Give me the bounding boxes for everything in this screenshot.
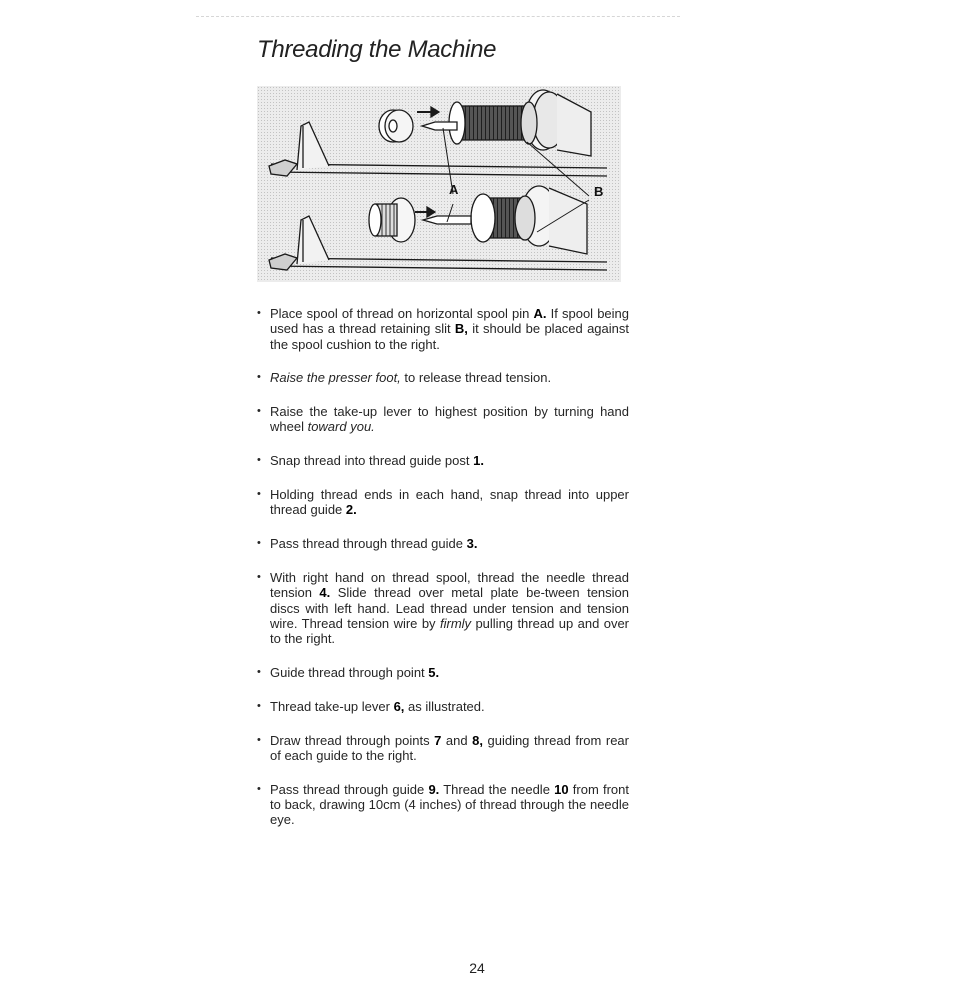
page-title: Threading the Machine	[257, 36, 497, 63]
step-reference: A.	[533, 306, 547, 321]
step-reference: 10	[554, 781, 569, 797]
instruction-text: guiding thread from rear of each guide to the right.	[270, 732, 629, 763]
emphasis-text: Raise the presser foot,	[270, 370, 401, 386]
bullet-icon: •	[257, 405, 261, 418]
instruction-text: to release thread tension.	[400, 370, 552, 386]
instruction-text: Pass thread through thread guide	[270, 536, 467, 552]
step-reference: 5.	[428, 664, 440, 680]
step-reference: 3.	[466, 536, 478, 552]
instruction-text: pulling thread up and over to the right.	[270, 615, 629, 647]
instruction-text: Slide thread over metal plate be-tween tension discs with left hand. Lead thread under tension and tension wire. Thread tension wire by	[270, 585, 629, 631]
emphasis-text: firmly	[439, 615, 472, 631]
instruction-text: Guide thread through point	[270, 664, 429, 680]
instruction-item	[257, 782, 629, 828]
bullet-icon: •	[257, 733, 261, 746]
bullet-icon: •	[257, 570, 261, 583]
step-reference: 1.	[473, 453, 484, 469]
page-number: 24	[469, 960, 485, 976]
instruction-text: Thread the needle	[439, 781, 555, 797]
bullet-icon: •	[257, 371, 261, 384]
figure-label-b: B	[594, 184, 604, 199]
top-rule	[196, 16, 680, 17]
figure-label-a: A	[449, 182, 459, 197]
step-reference: B,	[454, 321, 468, 337]
instruction-text: Holding thread ends in each hand, snap thread into upper thread guide	[270, 487, 629, 518]
instruction-item	[257, 699, 629, 714]
instruction-item	[257, 570, 629, 646]
instruction-item	[257, 453, 629, 468]
instruction-item	[257, 370, 629, 385]
instruction-text: and	[441, 732, 473, 748]
instruction-text: If spool being used has a thread retaining slit	[270, 306, 630, 337]
instruction-text: from front to back, drawing 10cm (4 inches) of thread through the needle eye.	[270, 781, 629, 828]
bullet-icon: •	[257, 488, 261, 501]
instruction-text: Draw thread through points	[270, 732, 435, 748]
bullet-icon: •	[257, 307, 261, 319]
instruction-text: Place spool of thread on horizontal spool pin	[270, 306, 534, 321]
step-reference: 7	[434, 732, 442, 748]
instruction-text: Pass thread through guide	[270, 781, 429, 797]
step-reference: 9.	[428, 781, 440, 797]
bullet-icon: •	[257, 537, 261, 550]
bullet-icon: •	[257, 454, 261, 467]
spool-illustration-svg	[257, 86, 621, 282]
step-reference: 2.	[345, 502, 357, 518]
bullet-icon: •	[257, 699, 261, 712]
instruction-item	[257, 306, 629, 352]
step-reference: 4.	[319, 585, 331, 601]
instruction-text: it should be placed against the spool cushion to the right.	[270, 321, 629, 352]
instruction-text: Raise the take-up lever to highest position by turning hand wheel	[270, 404, 629, 435]
instruction-item	[257, 404, 629, 435]
step-reference: 8,	[472, 732, 483, 748]
bullet-icon: •	[257, 665, 261, 678]
instruction-text: With right hand on thread spool, thread the needle thread tension	[270, 569, 629, 601]
instruction-text: Snap thread into thread guide post	[270, 453, 474, 469]
instruction-text: Thread take-up lever	[270, 698, 394, 714]
instruction-text: as illustrated.	[404, 698, 485, 714]
instruction-list	[257, 306, 629, 846]
bullet-icon: •	[257, 782, 261, 795]
instruction-item	[257, 665, 629, 680]
step-reference: 6,	[393, 698, 405, 714]
instruction-item	[257, 487, 629, 518]
instruction-item	[257, 733, 629, 764]
spool-pin-illustration	[257, 86, 621, 282]
instruction-item	[257, 536, 629, 551]
emphasis-text: toward you.	[307, 419, 375, 435]
